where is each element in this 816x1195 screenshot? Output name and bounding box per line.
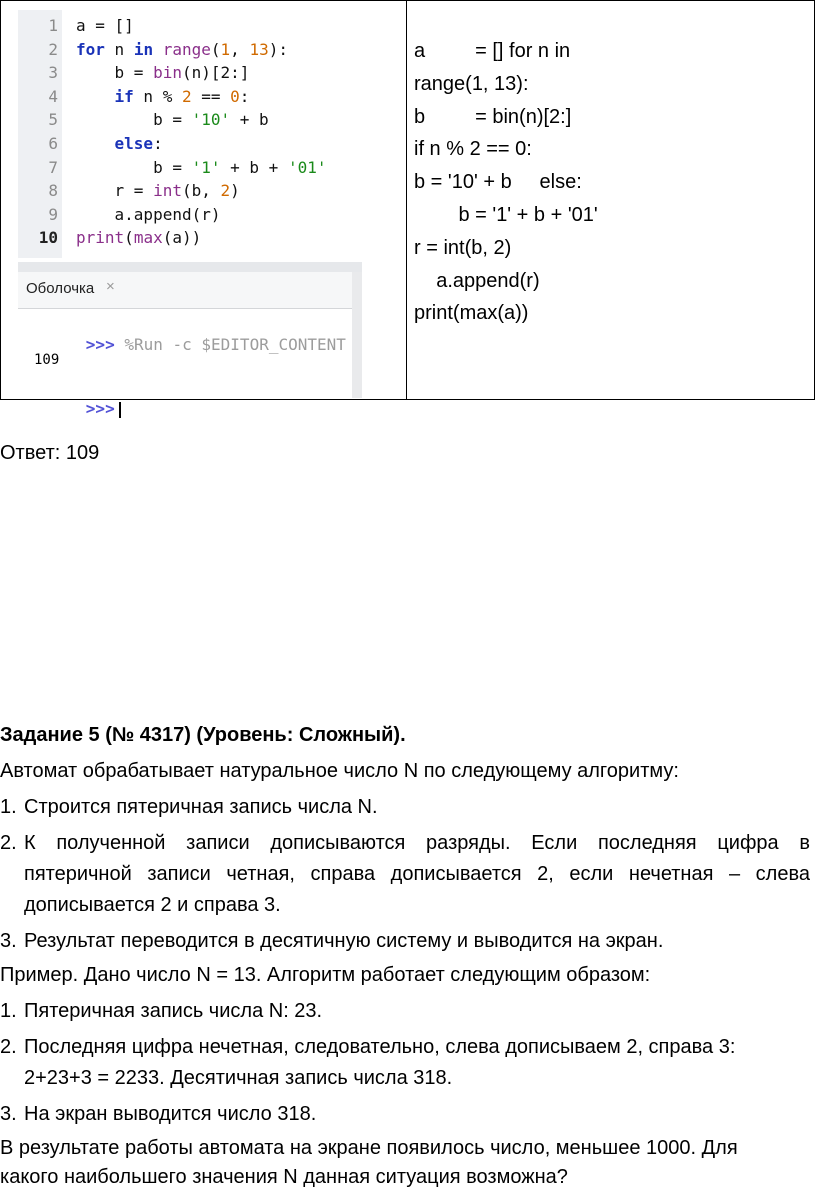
shell-divider (18, 262, 362, 272)
example3-text: На экран выводится число 318. (24, 1103, 317, 1125)
tab-shell[interactable]: Оболочка (26, 280, 95, 297)
code-line[interactable] (18, 132, 362, 156)
code-text-line: range(1, 13): (414, 72, 529, 95)
shell-run-command: %Run -c $EDITOR_CONTENT (114, 335, 346, 354)
table-left-border (0, 0, 1, 400)
line-number: 2 (48, 39, 58, 59)
code-line[interactable] (18, 38, 362, 62)
code-text: r = int(b, 2) (76, 181, 240, 201)
line-number: 10 (38, 228, 58, 248)
shell-input-line[interactable] (28, 380, 121, 437)
table-bottom-border (0, 399, 815, 400)
shell-output: 109 (34, 352, 60, 368)
step1-text: Строится пятеричная запись числа N. (24, 796, 378, 818)
table-right-border (814, 0, 815, 400)
close-icon[interactable]: × (106, 278, 115, 295)
line-number: 1 (48, 16, 58, 35)
line-number: 3 (48, 63, 58, 83)
line-number: 9 (48, 204, 58, 224)
code-text-line: b = bin(n)[2:] (414, 105, 572, 128)
line-number: 4 (48, 86, 58, 106)
code-text-line: a.append(r) (414, 269, 540, 292)
text-cursor (119, 402, 121, 418)
code-text: a.append(r) (76, 204, 221, 224)
example3-number: 3. (0, 1103, 17, 1125)
line-number: 7 (48, 157, 58, 177)
task-intro: Автомат обрабатывает натуральное число N по следующему алгоритму: (0, 760, 679, 782)
code-text: b = '1' + b + '01' (76, 157, 327, 177)
example2-number: 2. (0, 1036, 17, 1058)
code-text-line: a = [] for n in (414, 40, 571, 62)
code-editor (18, 10, 362, 258)
shell-scrollbar[interactable] (352, 272, 362, 398)
code-text: else: (114, 134, 163, 153)
line-number: 8 (48, 181, 58, 201)
code-text-line: if n % 2 == 0: (414, 138, 532, 161)
code-line[interactable] (18, 108, 362, 132)
code-line[interactable] (18, 14, 362, 38)
code-line[interactable] (18, 156, 362, 180)
code-text-line: b = '1' + b + '01' (414, 204, 598, 226)
step2-line1: К полученной записи дописываются разряды. Если последняя цифра в (24, 832, 810, 854)
code-text-line: r = int(b, 2) (414, 236, 512, 259)
step1-number: 1. (0, 796, 17, 818)
task-title: Задание 5 (№ 4317) (Уровень: Сложный). (0, 724, 406, 746)
code-text: if n % 2 == 0: (114, 86, 250, 106)
line-number: 5 (48, 110, 58, 130)
answer: Ответ: 109 (0, 442, 100, 464)
example1-text: Пятеричная запись числа N: 23. (24, 1000, 323, 1022)
shell-prompt-2: >>> (85, 399, 115, 418)
code-line[interactable] (18, 179, 362, 203)
code-text: for n in range(1, 13): (76, 39, 288, 59)
shell-tab-bar (18, 272, 362, 309)
example2-line1: Последняя цифра нечетная, следовательно, слева дописываем 2, справа 3: (24, 1036, 736, 1058)
code-text: b = bin(n)[2:] (76, 63, 250, 83)
code-line[interactable] (18, 61, 362, 85)
line-number: 6 (48, 134, 58, 153)
code-line[interactable] (18, 85, 362, 109)
step3-number: 3. (0, 930, 17, 952)
table-middle-border (406, 0, 407, 400)
question-line1: В результате работы автомата на экране появилось число, меньшее 1000. Для (0, 1137, 738, 1159)
ide-screenshot (18, 10, 362, 418)
code-line[interactable] (18, 226, 362, 250)
code-text-line: print(max(a)) (414, 302, 529, 325)
code-text: print(max(a)) (76, 228, 202, 248)
step3-text: Результат переводится в десятичную систему и выводится на экран. (24, 930, 664, 952)
table-top-border (0, 0, 815, 1)
code-text-line: b = '10' + b else: (414, 171, 582, 194)
example1-number: 1. (0, 1000, 17, 1022)
step2-line2: пятеричной записи четная, справа дописывается 2, если нечетная – слева (24, 863, 810, 885)
step2-number: 2. (0, 832, 17, 854)
code-text: b = '10' + b (76, 110, 269, 130)
question-line2: какого наибольшего значения N данная ситуация возможна? (0, 1166, 568, 1188)
shell-command-line (28, 316, 346, 373)
code-text: a = [] (76, 16, 134, 35)
step2-line3: дописывается 2 и справа 3. (24, 894, 281, 916)
example-intro: Пример. Дано число N = 13. Алгоритм работает следующим образом: (0, 964, 651, 986)
code-table (0, 0, 815, 418)
code-line[interactable] (18, 203, 362, 227)
example2-line2: 2+23+3 = 2233. Десятичная запись числа 318. (24, 1067, 453, 1089)
shell-prompt: >>> (85, 335, 115, 354)
